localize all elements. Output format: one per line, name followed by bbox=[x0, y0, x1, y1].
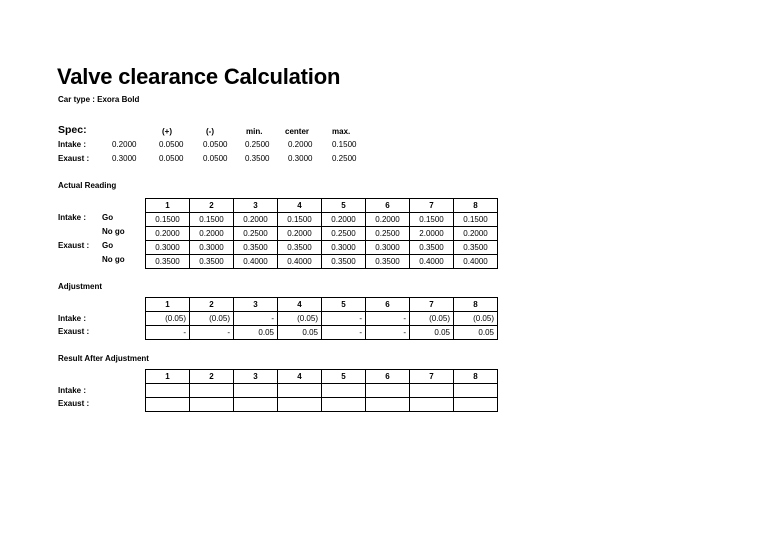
column-header: 7 bbox=[410, 298, 454, 312]
table-row bbox=[146, 213, 498, 227]
table-cell: - bbox=[322, 326, 366, 340]
table-row bbox=[146, 255, 498, 269]
table-cell[interactable] bbox=[410, 398, 454, 412]
column-header: 2 bbox=[190, 298, 234, 312]
table-cell: (0.05) bbox=[146, 312, 190, 326]
table-cell: 0.3000 bbox=[190, 241, 234, 255]
table-cell[interactable] bbox=[146, 398, 190, 412]
table-cell: 0.2500 bbox=[366, 227, 410, 241]
table-row bbox=[146, 227, 498, 241]
table-cell[interactable] bbox=[322, 384, 366, 398]
table-cell: - bbox=[366, 326, 410, 340]
table-cell: - bbox=[190, 326, 234, 340]
table-cell: (0.05) bbox=[454, 312, 498, 326]
table-cell[interactable] bbox=[454, 384, 498, 398]
column-header: 4 bbox=[278, 298, 322, 312]
table-cell[interactable] bbox=[278, 384, 322, 398]
column-header: 7 bbox=[410, 370, 454, 384]
table-cell: (0.05) bbox=[278, 312, 322, 326]
intake-label: Intake : bbox=[58, 386, 87, 395]
column-header: 5 bbox=[322, 199, 366, 213]
column-header: 1 bbox=[146, 298, 190, 312]
table-cell[interactable] bbox=[234, 398, 278, 412]
table-cell: 0.4000 bbox=[234, 255, 278, 269]
table-row bbox=[146, 241, 498, 255]
exaust-label: Exaust : bbox=[58, 399, 90, 408]
column-header: 2 bbox=[190, 370, 234, 384]
adjustment-table bbox=[145, 297, 498, 340]
table-cell: 0.4000 bbox=[410, 255, 454, 269]
table-cell[interactable] bbox=[410, 384, 454, 398]
column-header: 4 bbox=[278, 199, 322, 213]
table-cell: 0.05 bbox=[278, 326, 322, 340]
nogo-label: No go bbox=[102, 227, 125, 236]
adjustment-heading: Adjustment bbox=[58, 282, 102, 291]
table-cell[interactable] bbox=[366, 398, 410, 412]
table-cell[interactable] bbox=[234, 384, 278, 398]
table-header-row bbox=[146, 370, 498, 384]
table-cell: (0.05) bbox=[410, 312, 454, 326]
spec-value: 0.2000 bbox=[288, 140, 313, 149]
table-cell: 0.3000 bbox=[322, 241, 366, 255]
table-cell[interactable] bbox=[190, 398, 234, 412]
table-cell: - bbox=[366, 312, 410, 326]
spec-heading: Spec: bbox=[58, 124, 87, 136]
table-cell: 0.05 bbox=[410, 326, 454, 340]
page-title: Valve clearance Calculation bbox=[57, 64, 341, 89]
table-cell: 0.2000 bbox=[190, 227, 234, 241]
table-cell: 0.3500 bbox=[234, 241, 278, 255]
spec-value: 0.3500 bbox=[245, 154, 270, 163]
table-cell: 0.1500 bbox=[190, 213, 234, 227]
spec-value: 0.0500 bbox=[159, 154, 184, 163]
spec-value: 0.0500 bbox=[159, 140, 184, 149]
column-header: 6 bbox=[366, 199, 410, 213]
spec-row-label: Intake : bbox=[58, 140, 87, 149]
table-cell: 0.3500 bbox=[278, 241, 322, 255]
spec-row-label: Exaust : bbox=[58, 154, 90, 163]
table-cell: 0.1500 bbox=[146, 213, 190, 227]
spec-value: 0.2500 bbox=[332, 154, 357, 163]
table-cell: 0.2000 bbox=[278, 227, 322, 241]
table-cell[interactable] bbox=[454, 398, 498, 412]
table-cell: - bbox=[322, 312, 366, 326]
table-cell[interactable] bbox=[366, 384, 410, 398]
exaust-label: Exaust : bbox=[58, 327, 90, 336]
table-cell[interactable] bbox=[322, 398, 366, 412]
table-cell: (0.05) bbox=[190, 312, 234, 326]
column-header: 6 bbox=[366, 298, 410, 312]
column-header: 5 bbox=[322, 370, 366, 384]
table-cell: 0.2000 bbox=[366, 213, 410, 227]
table-cell: 0.1500 bbox=[410, 213, 454, 227]
spec-value: 0.1500 bbox=[332, 140, 357, 149]
table-cell: 0.1500 bbox=[278, 213, 322, 227]
table-cell: 0.2500 bbox=[322, 227, 366, 241]
table-row bbox=[146, 384, 498, 398]
table-header-row bbox=[146, 199, 498, 213]
table-cell: 0.05 bbox=[234, 326, 278, 340]
spec-col-min: min. bbox=[246, 127, 263, 136]
table-cell: 2.0000 bbox=[410, 227, 454, 241]
column-header: 3 bbox=[234, 370, 278, 384]
spec-col-minus: (-) bbox=[206, 127, 214, 136]
table-cell: 0.2000 bbox=[146, 227, 190, 241]
table-cell: 0.3500 bbox=[190, 255, 234, 269]
column-header: 8 bbox=[454, 298, 498, 312]
table-cell: - bbox=[146, 326, 190, 340]
exaust-label: Exaust : bbox=[58, 241, 90, 250]
spec-col-max: max. bbox=[332, 127, 351, 136]
table-row bbox=[146, 312, 498, 326]
intake-label: Intake : bbox=[58, 213, 87, 222]
spec-base-value: 0.2000 bbox=[112, 140, 137, 149]
table-cell: 0.3000 bbox=[366, 241, 410, 255]
column-header: 3 bbox=[234, 298, 278, 312]
table-header-row bbox=[146, 298, 498, 312]
spec-value: 0.2500 bbox=[245, 140, 270, 149]
table-row bbox=[146, 326, 498, 340]
result-heading: Result After Adjustment bbox=[58, 354, 149, 363]
table-cell: - bbox=[234, 312, 278, 326]
table-cell: 0.2000 bbox=[454, 227, 498, 241]
go-label: Go bbox=[102, 213, 114, 222]
spec-col-center: center bbox=[285, 127, 310, 136]
table-cell: 0.3500 bbox=[366, 255, 410, 269]
table-cell: 0.3500 bbox=[146, 255, 190, 269]
table-cell[interactable] bbox=[190, 384, 234, 398]
spec-base-value: 0.3000 bbox=[112, 154, 137, 163]
spec-col-plus: (+) bbox=[162, 127, 172, 136]
table-cell: 0.05 bbox=[454, 326, 498, 340]
column-header: 1 bbox=[146, 370, 190, 384]
car-type: Car type : Exora Bold bbox=[58, 95, 140, 104]
table-row bbox=[146, 398, 498, 412]
spec-value: 0.3000 bbox=[288, 154, 313, 163]
column-header: 3 bbox=[234, 199, 278, 213]
result-table bbox=[145, 369, 498, 412]
table-cell: 0.2000 bbox=[322, 213, 366, 227]
column-header: 8 bbox=[454, 370, 498, 384]
table-cell: 0.2500 bbox=[234, 227, 278, 241]
spec-value: 0.0500 bbox=[203, 154, 228, 163]
column-header: 2 bbox=[190, 199, 234, 213]
column-header: 1 bbox=[146, 199, 190, 213]
table-cell: 0.3500 bbox=[322, 255, 366, 269]
column-header: 5 bbox=[322, 298, 366, 312]
table-cell: 0.4000 bbox=[278, 255, 322, 269]
table-cell: 0.3500 bbox=[410, 241, 454, 255]
spec-value: 0.0500 bbox=[203, 140, 228, 149]
nogo-label: No go bbox=[102, 255, 125, 264]
table-cell: 0.2000 bbox=[234, 213, 278, 227]
column-header: 4 bbox=[278, 370, 322, 384]
intake-label: Intake : bbox=[58, 314, 87, 323]
table-cell: 0.4000 bbox=[454, 255, 498, 269]
table-cell: 0.3000 bbox=[146, 241, 190, 255]
actual-reading-table bbox=[145, 198, 498, 269]
table-cell[interactable] bbox=[146, 384, 190, 398]
table-cell: 0.1500 bbox=[454, 213, 498, 227]
go-label: Go bbox=[102, 241, 114, 250]
column-header: 7 bbox=[410, 199, 454, 213]
table-cell[interactable] bbox=[278, 398, 322, 412]
actual-reading-heading: Actual Reading bbox=[58, 181, 117, 190]
column-header: 6 bbox=[366, 370, 410, 384]
table-cell: 0.3500 bbox=[454, 241, 498, 255]
column-header: 8 bbox=[454, 199, 498, 213]
